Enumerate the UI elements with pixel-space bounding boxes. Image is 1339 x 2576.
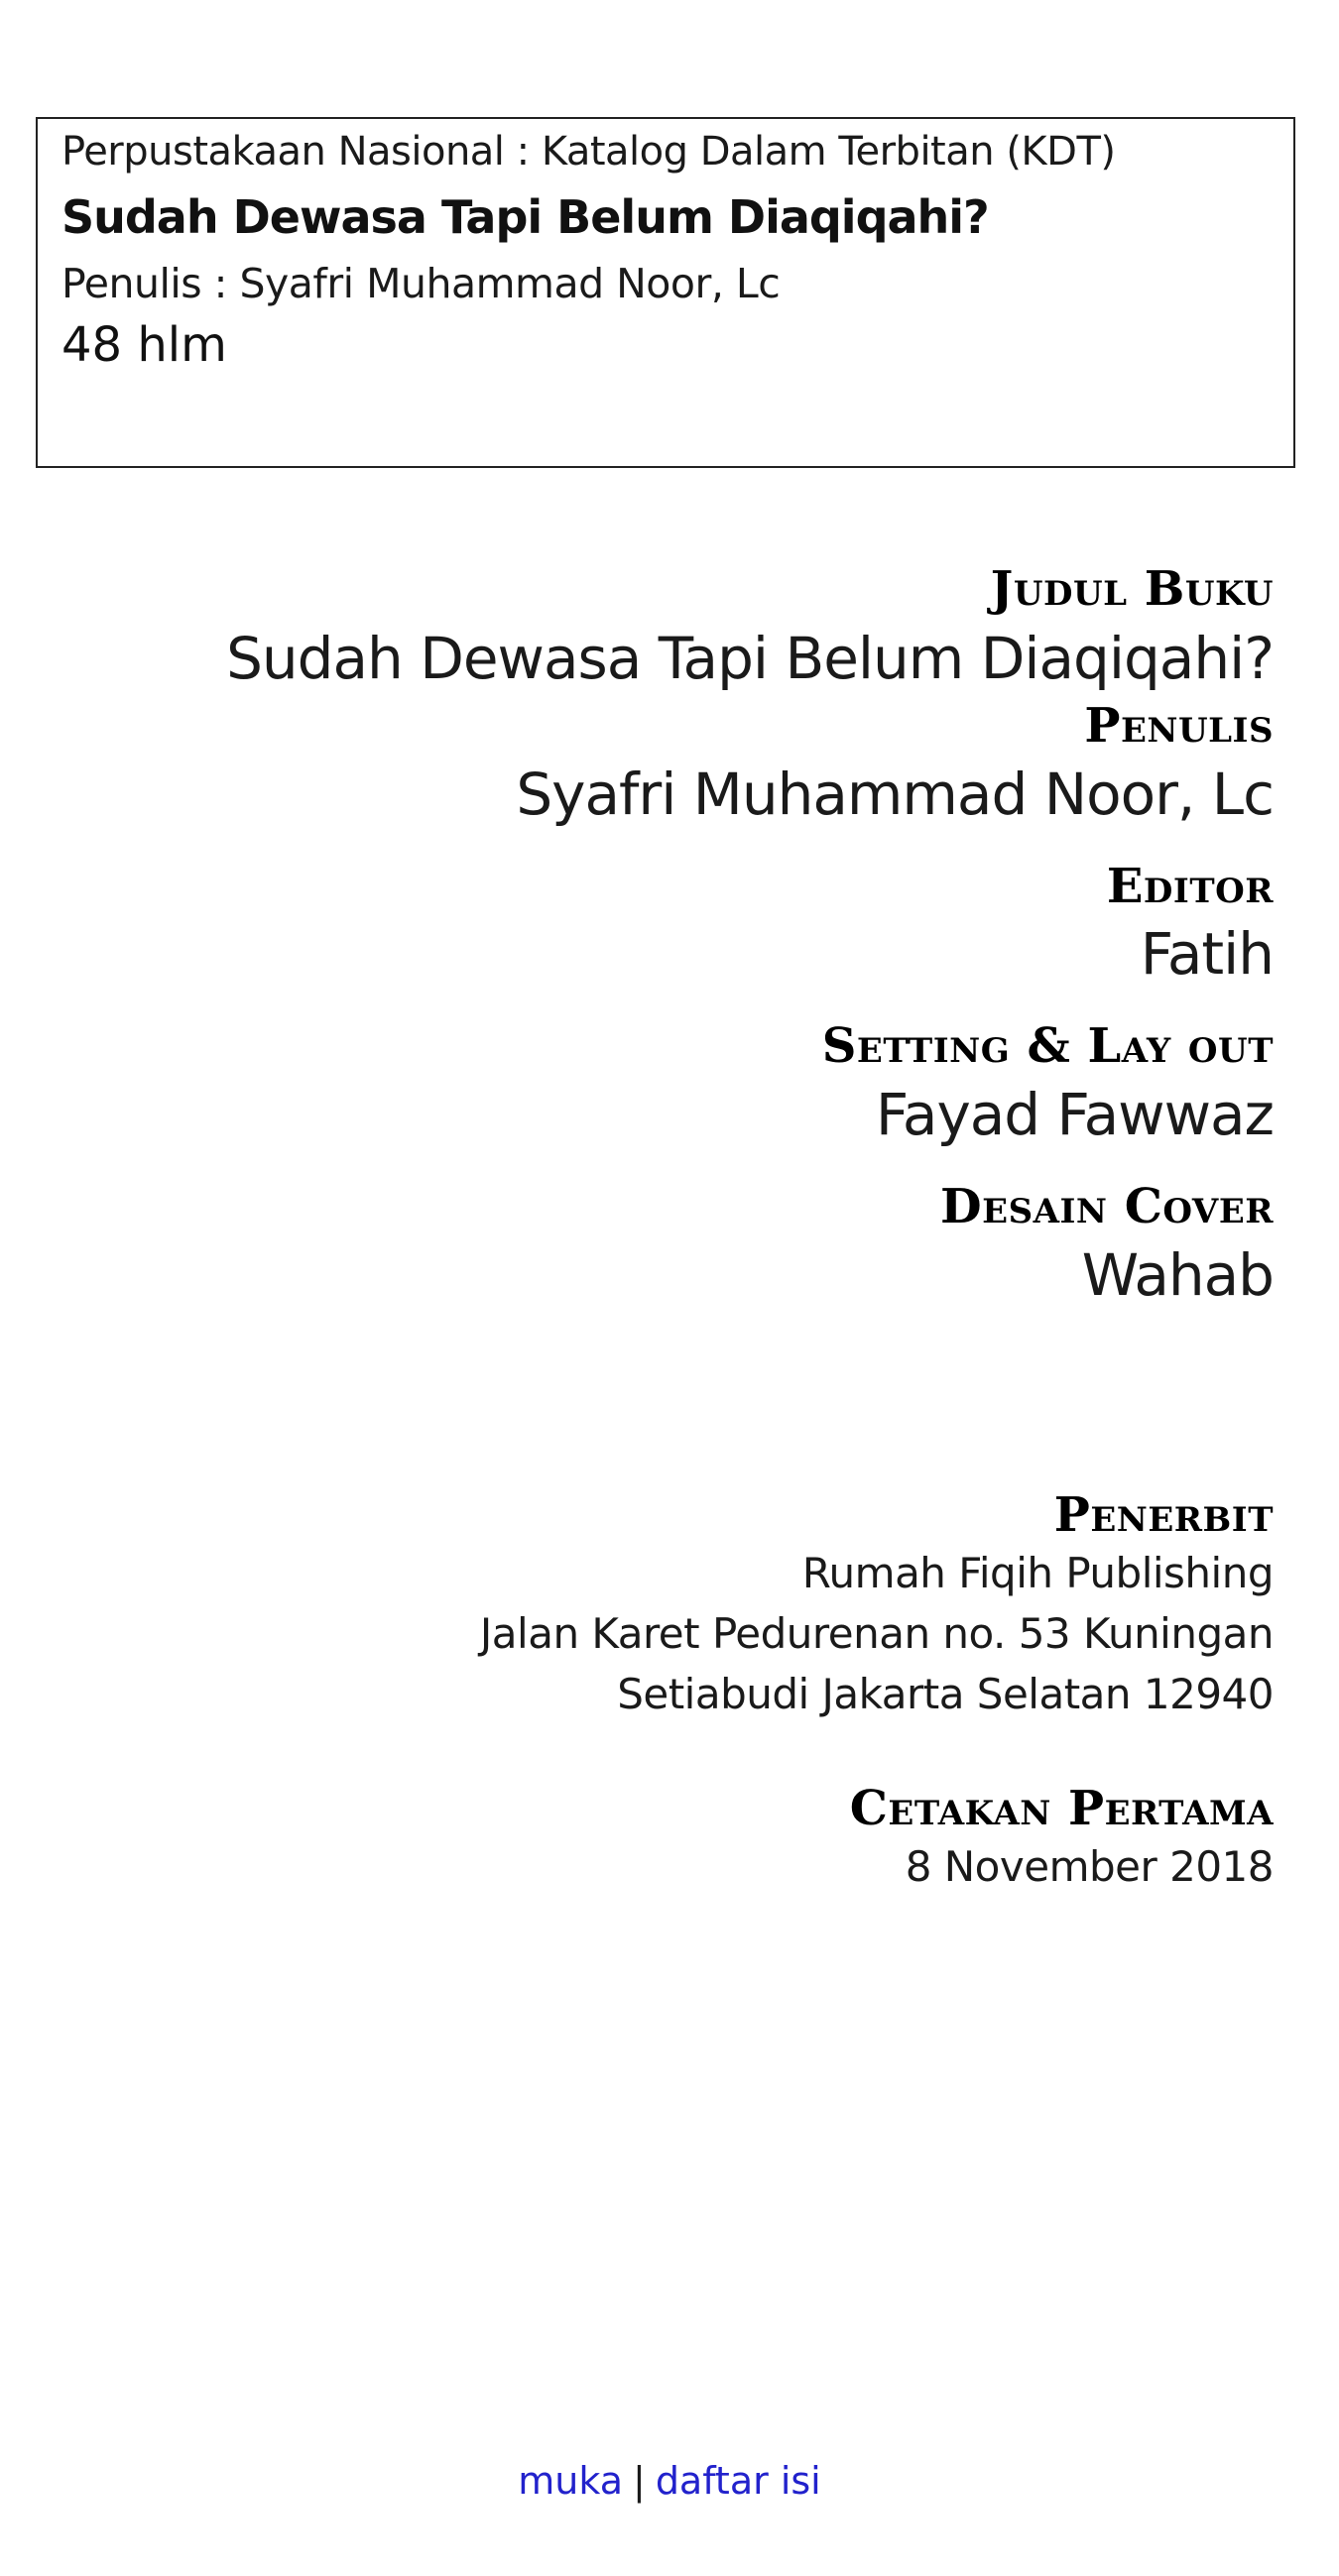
cover-design-label: Desain Cover [940,1179,1274,1234]
publisher-address-line1: Jalan Karet Pedurenan no. 53 Kuningan [479,1609,1274,1658]
author-value: Syafri Muhammad Noor, Lc [516,761,1274,828]
publisher-address-line2: Setiabudi Jakarta Selatan 12940 [617,1670,1274,1718]
edition-label: Cetakan Pertama [849,1781,1274,1836]
catalog-page-count: 48 hlm [61,317,227,373]
layout-label: Setting & Lay out [821,1018,1274,1074]
publisher-label: Penerbit [1053,1487,1274,1543]
author-label: Penulis [1084,698,1274,754]
publisher-name: Rumah Fiqih Publishing [801,1549,1274,1597]
book-title-label: Judul Buku [990,561,1274,617]
table-of-contents-link[interactable]: daftar isi [655,2459,821,2503]
catalog-book-title: Sudah Dewasa Tapi Belum Diaqiqahi? [61,190,989,244]
edition-date: 8 November 2018 [905,1842,1274,1891]
cover-design-value: Wahab [1081,1241,1274,1309]
book-title-value: Sudah Dewasa Tapi Belum Diaqiqahi? [226,625,1274,692]
catalog-author: Penulis : Syafri Muhammad Noor, Lc [61,260,781,307]
footer-navigation [0,2459,1339,2503]
editor-label: Editor [1106,859,1274,914]
editor-value: Fatih [1140,920,1274,988]
catalog-header: Perpustakaan Nasional : Katalog Dalam Terbitan (KDT) [61,129,1116,175]
layout-value: Fayad Fawwaz [875,1081,1274,1148]
home-link[interactable]: muka [518,2459,623,2503]
footer-separator: | [633,2459,646,2503]
